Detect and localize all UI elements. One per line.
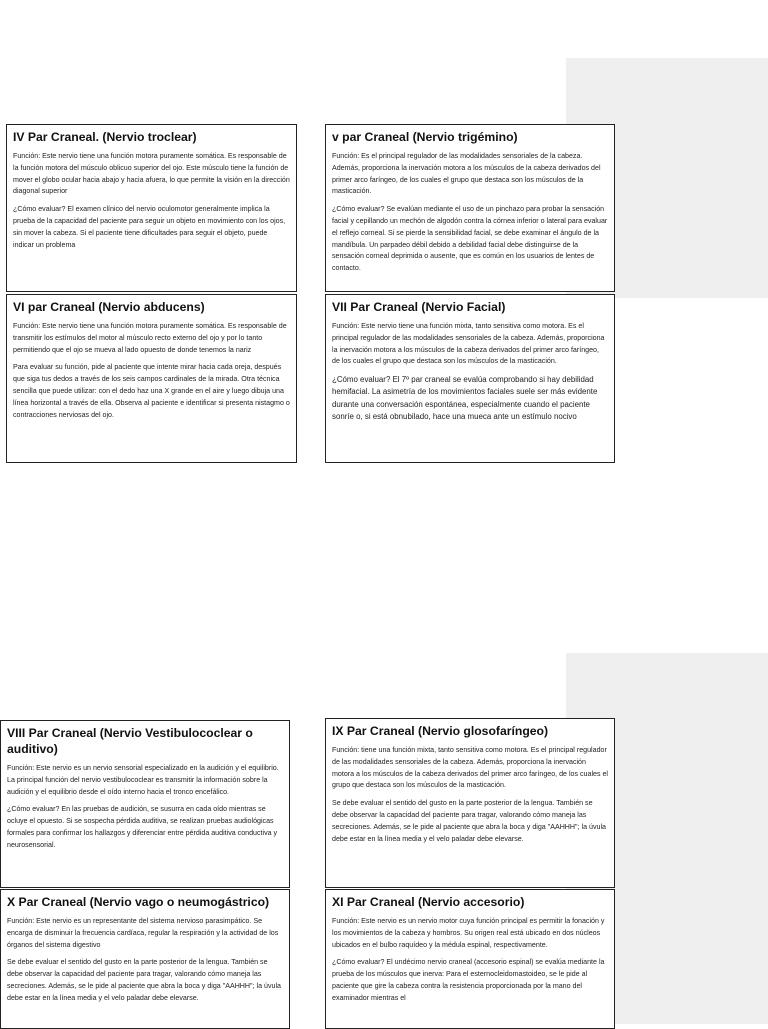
card-evaluation-text: Para evaluar su función, pide al paciente que intente mirar hacia cada oreja, después que siga tus dedos a través de los seis campos cardinales de la mirada. Otra técnica sencilla que puede utilizar: con el dedo haz una X grande en el aire y luego dibuja una línea horizontal a través de ella. Observa al paciente e identificar si presenta nistagmo o contracciones nerviosas del ojo. <box>13 363 290 419</box>
card-function-text: Función: Este nervio es un representante del sistema nervioso parasimpático. Se encarga de disminuir la frecuencia cardíaca, regular la respiración y la actividad de los órganos del sistema digestivo <box>7 917 279 949</box>
card-cranial-nerve-ix <box>325 718 615 888</box>
card-evaluation-text: ¿Cómo evaluar? Se evalúan mediante el uso de un pinchazo para probar la sensación facial y cepillando un mechón de algodón contra la córnea inferior o lateral para evaluar el reflejo corneal. Si se pierde la sensibilidad facial, se debe examinar el ángulo de la mandíbula. Un parpadeo débil debido a debilidad facial debe distinguirse de la sensación corneal deprimida o ausente, que es común en los usuarios de lentes de contacto. <box>332 205 608 273</box>
card-function-text: Función: Este nervio tiene una función motora puramente somática. Es responsable de la función motora del músculo oblicuo superior del ojo. Este músculo tiene la función de mover el globo ocular hacia abajo y hacia afuera, lo que permite la visión en la dirección diagonal superior <box>13 152 290 196</box>
card-evaluation-text: ¿Cómo evaluar? El examen clínico del nervio oculomotor generalmente implica la prueba de la capacidad del paciente para seguir un objeto en movimiento con los ojos, sin mover la cabeza. Si el paciente tiene dificultades para seguir el objeto, puede indicar un problema <box>13 205 286 249</box>
card-function-text: Función: Este nervio es un nervio motor cuya función principal es permitir la fonación y los movimientos de la cabeza y hombros. Su origen real está ubicado en dos núcleos ubicados en el bulbo raquídeo y la médula espinal, respectivamente. <box>332 917 605 949</box>
card-cranial-nerve-viii <box>0 720 290 888</box>
card-cranial-nerve-v <box>325 124 615 292</box>
card-evaluation-text: ¿Cómo evaluar? El 7º par craneal se evalúa comprobando si hay debilidad hemifacial. La asimetría de los movimientos faciales suele ser más evidente durante una conversación espontánea, especialmente cuando el paciente sonríe o, si está obnubilado, hace una mueca ante un estímulo nocivo <box>332 375 598 422</box>
card-evaluation-text: Se debe evaluar el sentido del gusto en la parte posterior de la lengua. También se debe observar la capacidad del paciente para tragar, valorando cómo maneja las secreciones. Además, se le pide al paciente que abra la boca y diga "AAHHH"; la úvula debe estar en la línea media y el velo paladar debe elevarse. <box>7 958 281 1002</box>
card-cranial-nerve-vii <box>325 294 615 463</box>
card-title: v par Craneal (Nervio trigémino) <box>332 130 518 144</box>
card-title: VIII Par Craneal (Nervio Vestibulococlear o auditivo) <box>7 726 253 756</box>
card-function-text: Función: tiene una función mixta, tanto sensitiva como motora. Es el principal regulador de las modalidades sensoriales de la cabeza. Además, proporciona la inervación motora a los músculos de la cabeza derivados del primer arco faríngeo, de los cuales el grupo que destaca son los músculos de la masticación. <box>332 746 609 790</box>
card-function-text: Función: Este nervio es un nervio sensorial especializado en la audición y el equilibrio. La principal función del nervio vestibulococlear es transmitir la información sobre la audición y el equilibrio desde el oído interno hacia el tronco encefálico. <box>7 764 279 796</box>
card-function-text: Función: Este nervio tiene una función mixta, tanto sensitiva como motora. Es el principal regulador de las modalidades sensoriales de la cabeza. Además, proporciona la inervación motora a los músculos de la cabeza derivados del primer arco faríngeo, de los cuales el grupo que destaca son los músculos de la masticación. <box>332 322 605 366</box>
card-cranial-nerve-vi <box>6 294 297 463</box>
card-function-text: Función: Es el principal regulador de las modalidades sensoriales de la cabeza. Además, proporciona la inervación motora a los músculos de la cabeza derivados del primer arco faríngeo, de los cuales el grupo que destaca son los músculos de la masticación. <box>332 152 601 196</box>
card-title: VI par Craneal (Nervio abducens) <box>13 300 205 314</box>
card-cranial-nerve-x <box>0 889 290 1029</box>
card-title: IV Par Craneal. (Nervio troclear) <box>13 130 197 144</box>
card-title: IX Par Craneal (Nervio glosofaríngeo) <box>332 724 549 738</box>
card-title: X Par Craneal (Nervio vago o neumogástrico) <box>7 895 270 909</box>
card-function-text: Función: Este nervio tiene una función motora puramente somática. Es responsable de transmitir los estímulos del motor al músculo recto externo del ojo y por lo tanto permitiendo que el ojo se mueva al lado opuesto de donde tenemos la nariz <box>13 322 287 354</box>
card-title: XI Par Craneal (Nervio accesorio) <box>332 895 525 909</box>
card-evaluation-text: ¿Cómo evaluar? El undécimo nervio craneal (accesorio espinal) se evalúa mediante la prueba de los músculos que inerva: Para el esternocleidomastoideo, se le pide al paciente que gire la cabeza contra la resistencia proporcionada por la mano del examinador mientras el <box>332 958 605 1002</box>
card-cranial-nerve-iv <box>6 124 297 292</box>
card-title: VII Par Craneal (Nervio Facial) <box>332 300 506 314</box>
card-cranial-nerve-xi <box>325 889 615 1029</box>
card-evaluation-text: Se debe evaluar el sentido del gusto en la parte posterior de la lengua. También se debe observar la capacidad del paciente para tragar, valorando cómo maneja las secreciones. Además, se le pide al paciente que abra la boca y diga "AAHHH"; la úvula debe estar en la línea media y el velo paladar debe elevarse. <box>332 799 606 843</box>
card-evaluation-text: ¿Cómo evaluar? En las pruebas de audición, se susurra en cada oído mientras se ocluye el opuesto. Si se sospecha pérdida auditiva, se realizan pruebas audiológicas formales para confirmar los hallazgos y diferenciar entre pérdida auditiva conductiva y neurosensorial. <box>7 805 278 849</box>
